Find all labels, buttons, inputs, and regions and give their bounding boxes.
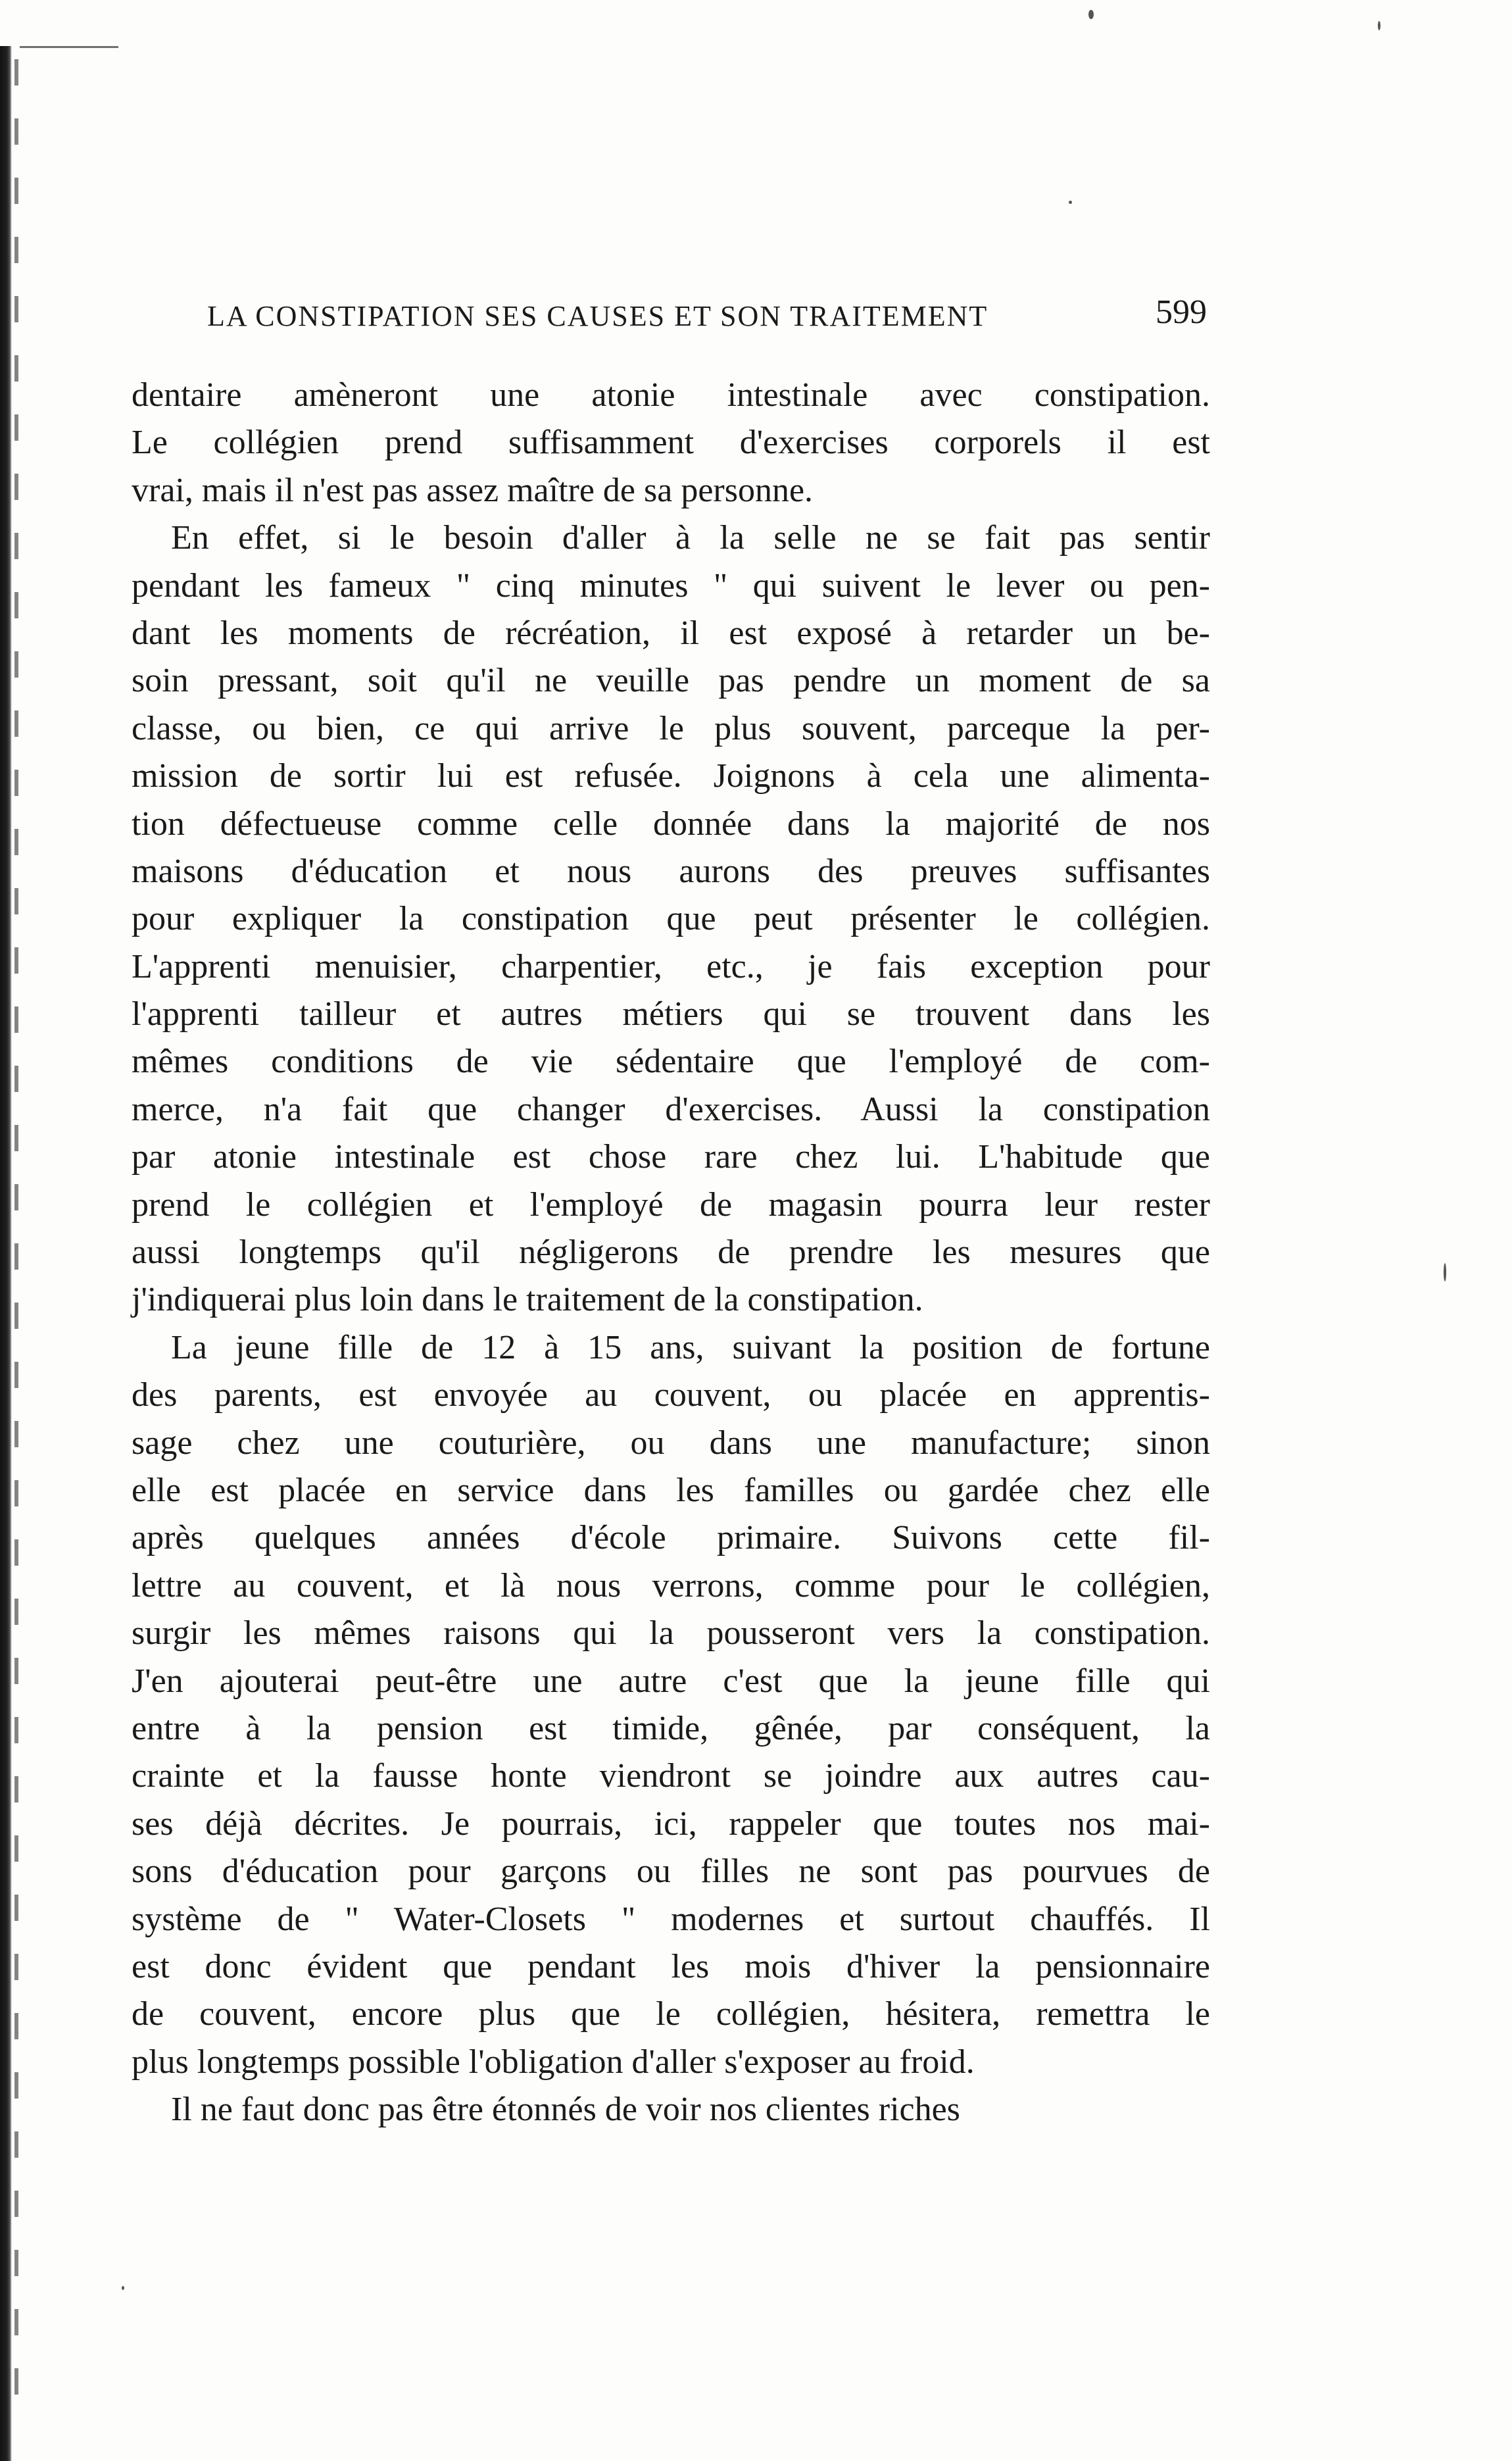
scan-speck xyxy=(1069,201,1072,204)
text-line: J'en ajouterai peut-être une autre c'est que la jeune fille qui xyxy=(132,1662,1210,1700)
text-line: elle est placée en service dans les familles ou gardée chez elle xyxy=(132,1471,1210,1509)
text-line: La jeune fille de 12 à 15 ans, suivant la position de fortune xyxy=(171,1328,1210,1366)
text-line: par atonie intestinale est chose rare chez lui. L'habitude que xyxy=(132,1138,1210,1176)
text-line: dant les moments de récréation, il est exposé à retarder un be- xyxy=(132,614,1210,652)
text-line: plus longtemps possible l'obligation d'aller s'exposer au froid. xyxy=(132,2043,975,2081)
scan-speck xyxy=(1444,1263,1446,1281)
page-number: 599 xyxy=(1156,293,1207,331)
text-line: sons d'éducation pour garçons ou filles ne sont pas pourvues de xyxy=(132,1852,1210,1891)
text-line: Il ne faut donc pas être étonnés de voir nos clientes riches xyxy=(171,2091,960,2129)
text-line: mêmes conditions de vie sédentaire que l'employé de com- xyxy=(132,1043,1210,1081)
text-line: dentaire amèneront une atonie intestinale avec constipation. xyxy=(132,376,1210,414)
text-line: prend le collégien et l'employé de magasin pourra leur rester xyxy=(132,1185,1210,1224)
text-line: classe, ou bien, ce qui arrive le plus souvent, parceque la per- xyxy=(132,709,1210,747)
binding-shadow xyxy=(14,59,18,2427)
text-line: sage chez une couturière, ou dans une manufacture; sinon xyxy=(132,1424,1210,1462)
text-line: ses déjà décrites. Je pourrais, ici, rappeler que toutes nos mai- xyxy=(132,1804,1210,1843)
text-line: merce, n'a fait que changer d'exercises. Aussi la constipation xyxy=(132,1090,1210,1128)
text-line: En effet, si le besoin d'aller à la selle ne se fait pas sentir xyxy=(171,519,1210,557)
text-line: lettre au couvent, et là nous verrons, comme pour le collégien, xyxy=(132,1566,1210,1604)
text-line: de couvent, encore plus que le collégien, hésitera, remettra le xyxy=(132,1995,1210,2033)
text-line: mission de sortir lui est refusée. Joignons à cela une alimenta- xyxy=(132,757,1210,795)
text-line: surgir les mêmes raisons qui la pousseront vers la constipation. xyxy=(132,1614,1210,1653)
running-head-title: LA CONSTIPATION SES CAUSES ET SON TRAITEMENT xyxy=(207,300,988,332)
text-line: est donc évident que pendant les mois d'hiver la pensionnaire xyxy=(132,1947,1210,1985)
text-line: L'apprenti menuisier, charpentier, etc., je fais exception pour xyxy=(132,947,1210,985)
text-line: crainte et la fausse honte viendront se joindre aux autres cau- xyxy=(132,1757,1210,1795)
text-line: soin pressant, soit qu'il ne veuille pas pendre un moment de sa xyxy=(132,662,1210,700)
text-line: maisons d'éducation et nous aurons des preuves suffisantes xyxy=(132,852,1210,890)
running-head xyxy=(207,293,1207,339)
text-line: entre à la pension est timide, gênée, par conséquent, la xyxy=(132,1709,1210,1747)
text-line: tion défectueuse comme celle donnée dans la majorité de nos xyxy=(132,805,1210,843)
text-line: pour expliquer la constipation que peut présenter le collégien. xyxy=(132,900,1210,938)
text-line: j'indiquerai plus loin dans le traitement de la constipation. xyxy=(132,1281,923,1319)
text-line: des parents, est envoyée au couvent, ou placée en apprentis- xyxy=(132,1376,1210,1414)
body-text xyxy=(132,372,1210,2133)
text-line: pendant les fameux " cinq minutes " qui suivent le lever ou pen- xyxy=(132,566,1210,605)
text-line: après quelques années d'école primaire. Suivons cette fil- xyxy=(132,1519,1210,1557)
text-line: vrai, mais il n'est pas assez maître de sa personne. xyxy=(132,471,814,509)
scan-speck xyxy=(122,2286,124,2290)
scan-speck xyxy=(1378,21,1380,30)
scan-corner-mark xyxy=(20,46,118,74)
scan-speck xyxy=(1088,10,1094,19)
text-line: l'apprenti tailleur et autres métiers qui se trouvent dans les xyxy=(132,995,1210,1033)
text-line: système de " Water-Closets " modernes et surtout chauffés. Il xyxy=(132,1900,1210,1938)
text-line: aussi longtemps qu'il négligerons de prendre les mesures que xyxy=(132,1233,1210,1272)
binding-edge xyxy=(0,46,12,2461)
text-line: Le collégien prend suffisamment d'exercises corporels il est xyxy=(132,424,1210,462)
